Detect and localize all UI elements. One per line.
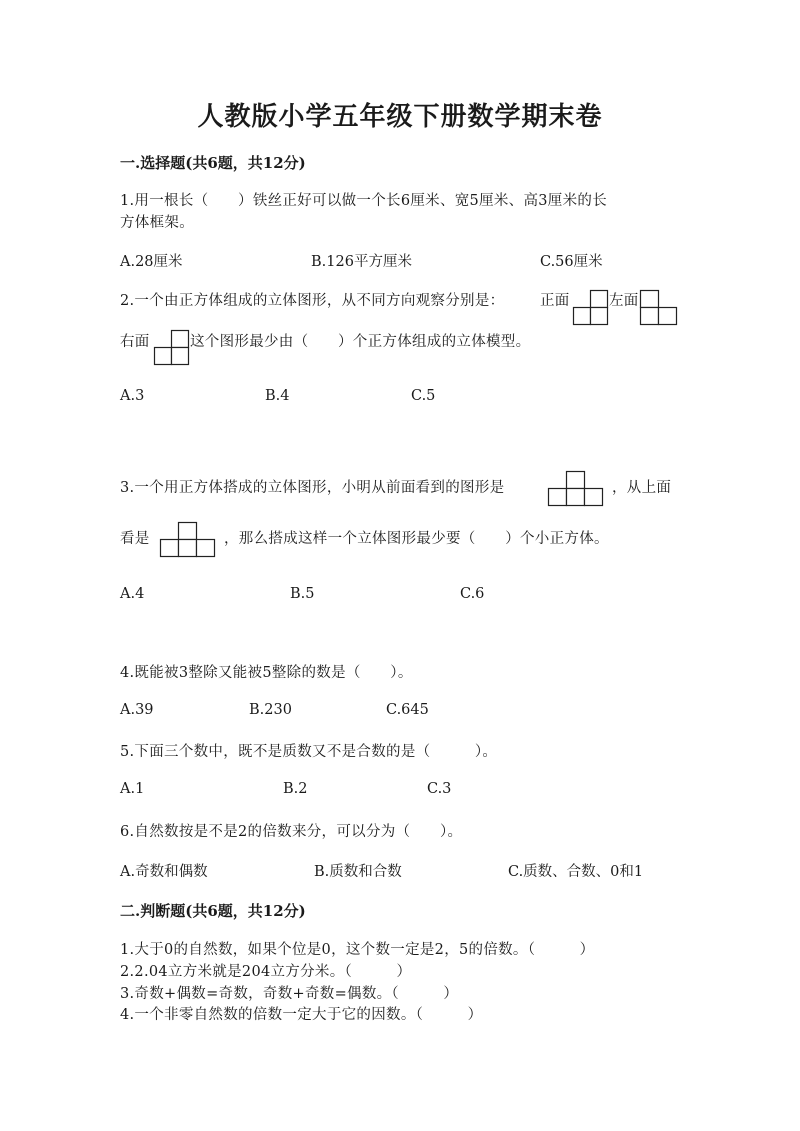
q5-option-a[interactable]: A.1 — [120, 781, 145, 797]
q1-line1: 1.用一根长（ ）铁丝正好可以做一个长6厘米、宽5厘米、高3厘米的长 — [120, 193, 608, 209]
q2-option-a[interactable]: A.3 — [120, 388, 145, 404]
cube-view-q3-top-icon — [160, 522, 216, 558]
cube-view-left-icon — [640, 290, 678, 326]
q6-option-a[interactable]: A.奇数和偶数 — [120, 864, 208, 880]
cube-view-q3-front-icon — [548, 471, 604, 507]
q2-right-label: 右面 — [120, 334, 150, 350]
q4-option-c[interactable]: C.645 — [386, 702, 429, 718]
q2-option-c[interactable]: C.5 — [411, 388, 436, 404]
q2-option-b[interactable]: B.4 — [265, 388, 290, 404]
judge-item: 4.一个非零自然数的倍数一定大于它的因数。（ ） — [120, 1007, 483, 1023]
cube-view-front-icon — [573, 290, 609, 326]
q5-option-b[interactable]: B.2 — [283, 781, 308, 797]
q1-option-b[interactable]: B.126平方厘米 — [311, 254, 412, 270]
q1-option-a[interactable]: A.28厘米 — [120, 254, 183, 270]
judge-item: 2.2.04立方米就是204立方分米。（ ） — [120, 964, 412, 980]
q4-option-b[interactable]: B.230 — [249, 702, 292, 718]
q6-option-c[interactable]: C.质数、合数、0和1 — [508, 864, 644, 880]
q3-option-a[interactable]: A.4 — [120, 586, 145, 602]
q6-text: 6.自然数按是不是2的倍数来分，可以分为（ ）。 — [120, 824, 463, 840]
section2-heading: 二.判断题(共6题，共12分) — [120, 902, 306, 920]
q4-text: 4.既能被3整除又能被5整除的数是（ ）。 — [120, 665, 413, 681]
q3-line2-lead: 看是 — [120, 531, 150, 547]
q2-left-label: 左面 — [609, 293, 639, 309]
q3-mid: ，从上面 — [612, 480, 672, 496]
q5-option-c[interactable]: C.3 — [427, 781, 452, 797]
q4-option-a[interactable]: A.39 — [120, 702, 154, 718]
q1-option-c[interactable]: C.56厘米 — [540, 254, 603, 270]
section1-heading: 一.选择题(共6题，共12分) — [120, 154, 306, 172]
judge-item: 3.奇数+偶数=奇数，奇数+奇数=偶数。（ ） — [120, 986, 459, 1002]
cube-view-right-icon — [154, 330, 190, 366]
q3-option-b[interactable]: B.5 — [290, 586, 315, 602]
q2-lead: 2.一个由正方体组成的立体图形，从不同方向观察分别是： — [120, 293, 505, 309]
q1-line2: 方体框架。 — [120, 215, 194, 231]
page-title: 人教版小学五年级下册数学期末卷 — [197, 102, 603, 132]
q5-text: 5.下面三个数中，既不是质数又不是合数的是（ ）。 — [120, 744, 498, 760]
q3-lead: 3.一个用正方体搭成的立体图形，小明从前面看到的图形是 — [120, 480, 505, 496]
q6-option-b[interactable]: B.质数和合数 — [314, 864, 402, 880]
q2-front-label: 正面 — [540, 293, 570, 309]
q2-tail: 这个图形最少由（ ）个正方体组成的立体模型。 — [190, 334, 531, 350]
q3-option-c[interactable]: C.6 — [460, 586, 485, 602]
q3-tail: ，那么搭成这样一个立体图形最少要（ ）个小正方体。 — [224, 531, 609, 547]
judge-item: 1.大于0的自然数，如果个位是0，这个数一定是2，5的倍数。（ ） — [120, 942, 595, 958]
